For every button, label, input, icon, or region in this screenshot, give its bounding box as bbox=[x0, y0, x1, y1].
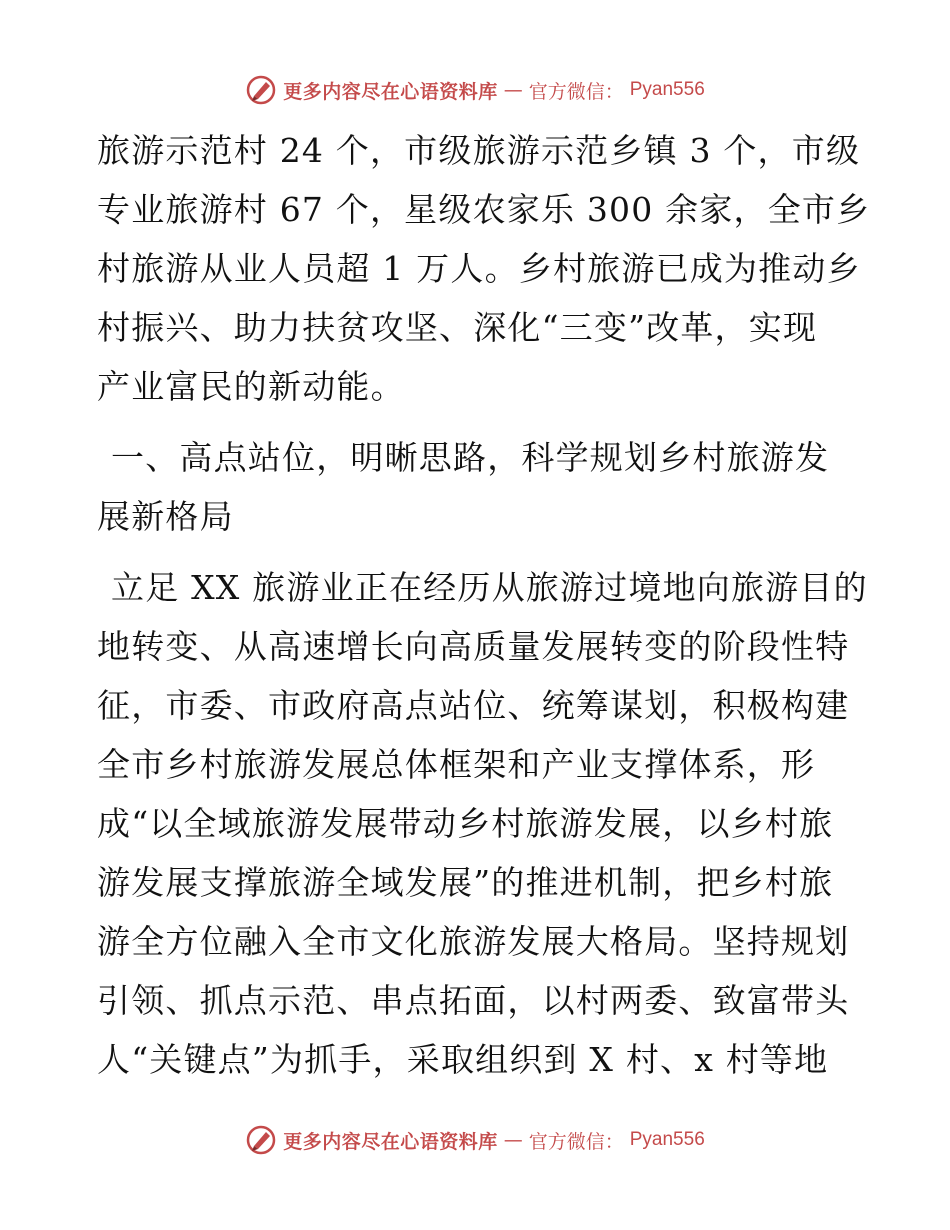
watermark-label: 官方微信： bbox=[528, 1130, 624, 1153]
text-line: 引领、抓点示范、串点拓面，以村两委、致富带头 bbox=[97, 981, 850, 1020]
watermark-account: Pyan556 bbox=[629, 1129, 705, 1150]
pen-logo-icon bbox=[245, 74, 277, 106]
document-body bbox=[97, 121, 871, 1089]
watermark-label: 官方微信： bbox=[528, 80, 624, 103]
footer-watermark bbox=[0, 1120, 950, 1160]
paragraph-gap bbox=[97, 416, 857, 428]
text-line: 成“以全域旅游发展带动乡村旅游发展，以乡村旅 bbox=[97, 804, 834, 843]
heading-line: 展新格局 bbox=[97, 497, 234, 536]
text-line: 游全方位融入全市文化旅游发展大格局。坚持规划 bbox=[97, 922, 850, 961]
text-line: 专业旅游村 67 个，星级农家乐 300 余家，全市乡 bbox=[97, 190, 871, 229]
text-line: 旅游示范村 24 个，市级旅游示范乡镇 3 个，市级 bbox=[97, 131, 861, 170]
text-line: 村振兴、助力扶贫攻坚、深化“三变”改革，实现 bbox=[97, 308, 818, 347]
header-watermark bbox=[0, 70, 950, 110]
watermark-brand: 更多内容尽在心语资料库 bbox=[283, 1130, 498, 1153]
heading-line: 一、高点站位，明晰思路，科学规划乡村旅游发 bbox=[111, 438, 830, 477]
watermark-separator: — bbox=[503, 1129, 523, 1151]
paragraph bbox=[97, 121, 871, 416]
section-heading bbox=[97, 428, 857, 546]
pen-logo-icon bbox=[245, 1124, 277, 1156]
text-line: 游发展支撑旅游全域发展”的推进机制，把乡村旅 bbox=[97, 863, 834, 902]
watermark-account: Pyan556 bbox=[629, 79, 705, 100]
text-line: 人“关键点”为抓手，采取组织到 X 村、x 村等地 bbox=[97, 1040, 829, 1079]
text-line: 村旅游从业人员超 1 万人。乡村旅游已成为推动乡 bbox=[97, 249, 861, 288]
text-line: 征，市委、市政府高点站位、统筹谋划，积极构建 bbox=[97, 686, 850, 725]
paragraph bbox=[97, 558, 868, 1089]
text-line: 地转变、从高速增长向高质量发展转变的阶段性特 bbox=[97, 627, 850, 666]
text-line: 立足 XX 旅游业正在经历从旅游过境地向旅游目的 bbox=[111, 568, 868, 607]
watermark-brand: 更多内容尽在心语资料库 bbox=[283, 80, 498, 103]
text-line: 全市乡村旅游发展总体框架和产业支撑体系，形 bbox=[97, 745, 816, 784]
text-line: 产业富民的新动能。 bbox=[97, 367, 405, 406]
paragraph-gap bbox=[97, 546, 857, 558]
watermark-separator: — bbox=[503, 79, 523, 101]
